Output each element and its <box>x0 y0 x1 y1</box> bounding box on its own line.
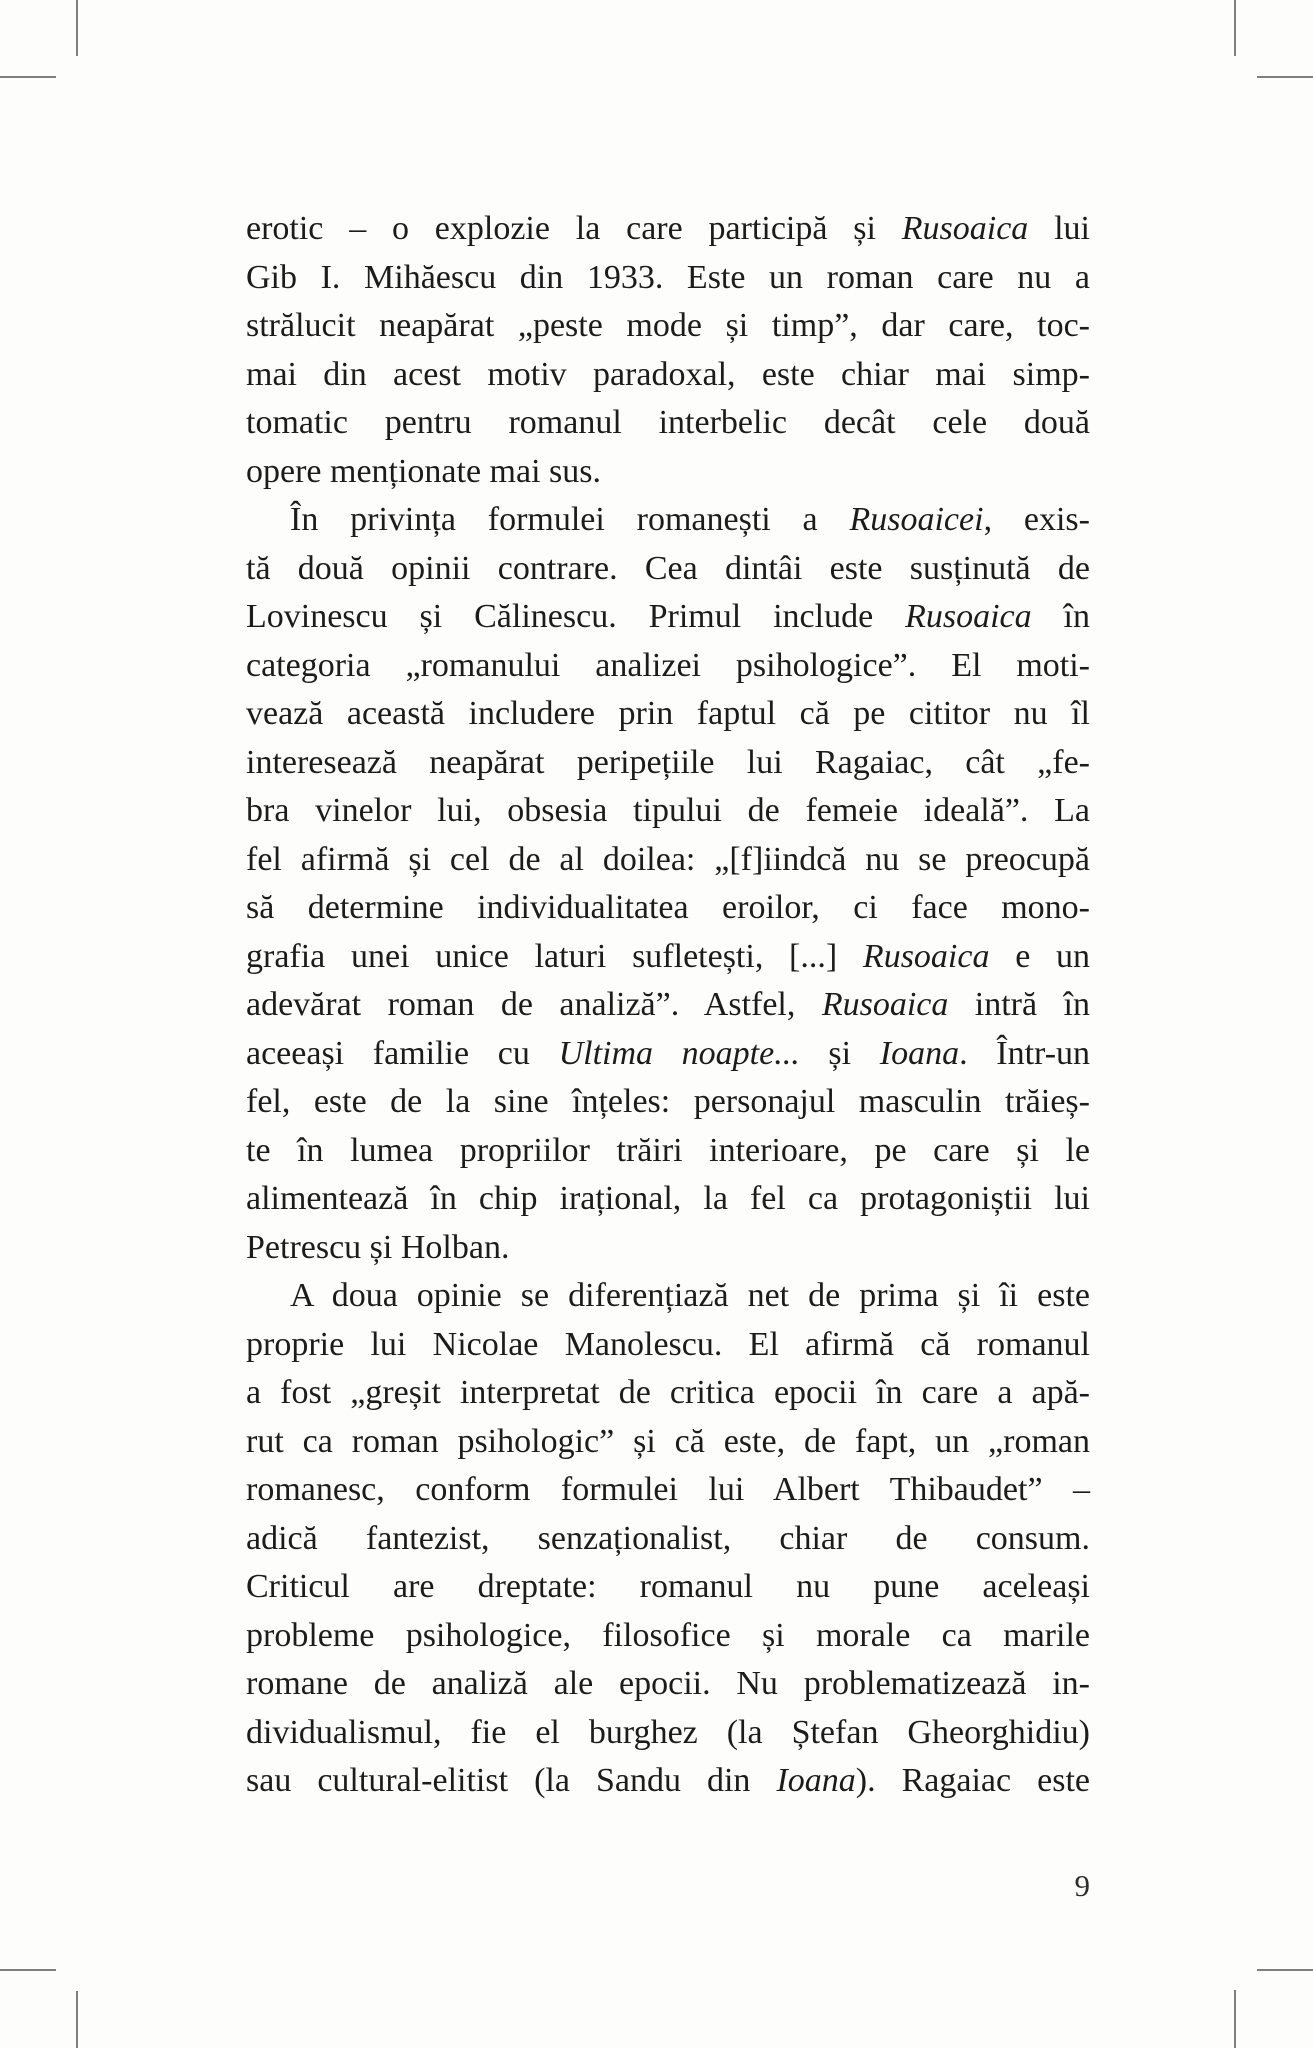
text-line <box>246 642 1090 691</box>
text-line <box>246 254 1090 303</box>
text-line <box>246 836 1090 885</box>
text-segment: În privința formulei romanești a <box>290 501 850 538</box>
text-segment: Gib I. Mihăescu din 1933. Este un roman care nu a <box>246 258 1090 296</box>
text-segment: fel, este de la sine înțeles: personajul masculin trăieș- <box>246 1083 1090 1120</box>
text-line <box>246 1127 1090 1176</box>
crop-mark-top-left-horizontal <box>0 76 56 78</box>
text-segment: în <box>1031 598 1090 635</box>
crop-mark-top-right-vertical <box>1234 0 1236 56</box>
text-segment: ). Ragaiac este <box>855 1762 1090 1799</box>
paragraph <box>246 496 1090 1272</box>
text-line <box>246 1369 1090 1418</box>
crop-mark-bottom-right-vertical <box>1234 1990 1236 2048</box>
text-line <box>246 981 1090 1030</box>
text-segment: a fost „greșit interpretat de critica epocii în care a apă- <box>246 1374 1090 1411</box>
text-line <box>246 399 1090 448</box>
text-line <box>246 302 1090 351</box>
paragraph <box>246 1272 1090 1806</box>
text-segment: romanesc, conform formulei lui Albert Thibaudet” – <box>246 1471 1090 1508</box>
text-segment: rut ca roman psihologic” și că este, de fapt, un „roman <box>246 1422 1090 1460</box>
text-segment: Petrescu și Holban. <box>246 1228 510 1266</box>
text-line <box>246 787 1090 836</box>
text-segment: grafia unei unice laturi sufletești, [...] <box>246 937 863 975</box>
text-line <box>246 1709 1090 1758</box>
text-line <box>246 1030 1090 1079</box>
text-line <box>246 1563 1090 1612</box>
book-title-italic: Ioana <box>776 1762 856 1799</box>
text-segment: dividualismul, fie el burghez (la Ștefan Gheorghidiu) <box>246 1713 1090 1751</box>
text-segment: mai din acest motiv paradoxal, este chiar mai simp- <box>246 355 1090 393</box>
text-segment: categoria „romanului analizei psihologice”. El moti- <box>246 646 1090 684</box>
text-line <box>246 351 1090 400</box>
text-segment: alimentează în chip irațional, la fel ca protagoniștii lui <box>246 1180 1090 1217</box>
book-title-italic: Rusoaica <box>862 937 990 975</box>
text-line <box>246 1466 1090 1515</box>
text-segment: romane de analiză ale epocii. Nu problematizează in- <box>246 1665 1090 1702</box>
crop-mark-top-right-horizontal <box>1257 76 1313 78</box>
text-segment: . Într-un <box>959 1034 1091 1072</box>
text-segment: e un <box>989 937 1091 975</box>
text-line <box>246 1175 1090 1224</box>
text-segment: vează această includere prin faptul că pe cititor nu îl <box>246 695 1090 732</box>
text-segment: tă două opinii contrare. Cea dintâi este susținută de <box>246 549 1090 587</box>
text-segment: sau cultural-elitist (la Sandu din <box>246 1762 777 1799</box>
page-number: 9 <box>1074 1868 1090 1903</box>
text-line <box>246 884 1090 933</box>
book-title-italic: Rusoaicei <box>849 501 984 538</box>
text-line <box>246 545 1090 594</box>
text-segment: te în lumea propriilor trăiri interioare, pe care și le <box>246 1131 1090 1169</box>
book-title-italic: Rusoaica <box>821 986 949 1023</box>
text-line <box>246 1224 1090 1273</box>
text-segment: tomatic pentru romanul interbelic decât cele două <box>246 404 1090 441</box>
book-title-italic: Rusoaica <box>901 210 1029 247</box>
text-segment: adică fantezist, senzaționalist, chiar de consum. <box>246 1519 1090 1557</box>
text-line <box>246 690 1090 739</box>
text-block <box>246 205 1090 1806</box>
paragraph <box>246 205 1090 496</box>
text-line <box>246 205 1090 254</box>
text-segment: interesează neapărat peripețiile lui Ragaiac, cât „fe- <box>246 743 1090 781</box>
text-segment: aceeași familie cu <box>246 1034 559 1072</box>
text-segment: proprie lui Nicolae Manolescu. El afirmă că romanul <box>246 1325 1090 1363</box>
crop-mark-bottom-left-vertical <box>76 1991 78 2048</box>
book-title-italic: Ioana <box>879 1034 960 1072</box>
text-segment: să determine individualitatea eroilor, ci face mono- <box>246 889 1090 926</box>
text-segment: bra vinelor lui, obsesia tipului de femeie ideală”. La <box>246 792 1090 829</box>
text-segment: Lovinescu și Călinescu. Primul include <box>246 598 906 635</box>
crop-mark-bottom-right-horizontal <box>1257 1969 1313 1971</box>
crop-mark-top-left-vertical <box>76 0 78 56</box>
crop-mark-bottom-left-horizontal <box>0 1969 56 1971</box>
text-segment: A doua opinie se diferențiază net de prima și îi este <box>290 1277 1090 1314</box>
text-segment: Criticul are dreptate: romanul nu pune aceleași <box>246 1568 1090 1605</box>
text-segment: opere menționate mai sus. <box>246 452 602 490</box>
text-line <box>246 933 1090 982</box>
text-line <box>246 739 1090 788</box>
text-line <box>246 1272 1090 1321</box>
text-line <box>246 1612 1090 1661</box>
text-line <box>246 1418 1090 1467</box>
text-segment: și <box>799 1034 880 1072</box>
text-segment: intră în <box>948 986 1090 1023</box>
text-segment: erotic – o explozie la care participă și <box>246 210 902 247</box>
text-line <box>246 1660 1090 1709</box>
text-segment: adevărat roman de analiză”. Astfel, <box>246 986 822 1023</box>
text-line <box>246 1515 1090 1564</box>
text-segment: , exis- <box>983 501 1090 538</box>
text-segment: strălucit neapărat „peste mode și timp”, dar care, toc- <box>246 307 1090 344</box>
text-line <box>246 448 1090 497</box>
text-segment: fel afirmă și cel de al doilea: „[f]iindcă nu se preocupă <box>246 840 1090 878</box>
book-title-italic: Ultima noapte... <box>558 1034 800 1072</box>
text-line <box>246 1757 1090 1806</box>
text-line <box>246 496 1090 545</box>
text-line <box>246 1321 1090 1370</box>
text-segment: lui <box>1028 210 1090 247</box>
book-title-italic: Rusoaica <box>905 598 1032 635</box>
text-line <box>246 1078 1090 1127</box>
text-segment: probleme psihologice, filosofice și morale ca marile <box>246 1616 1090 1654</box>
text-line <box>246 593 1090 642</box>
